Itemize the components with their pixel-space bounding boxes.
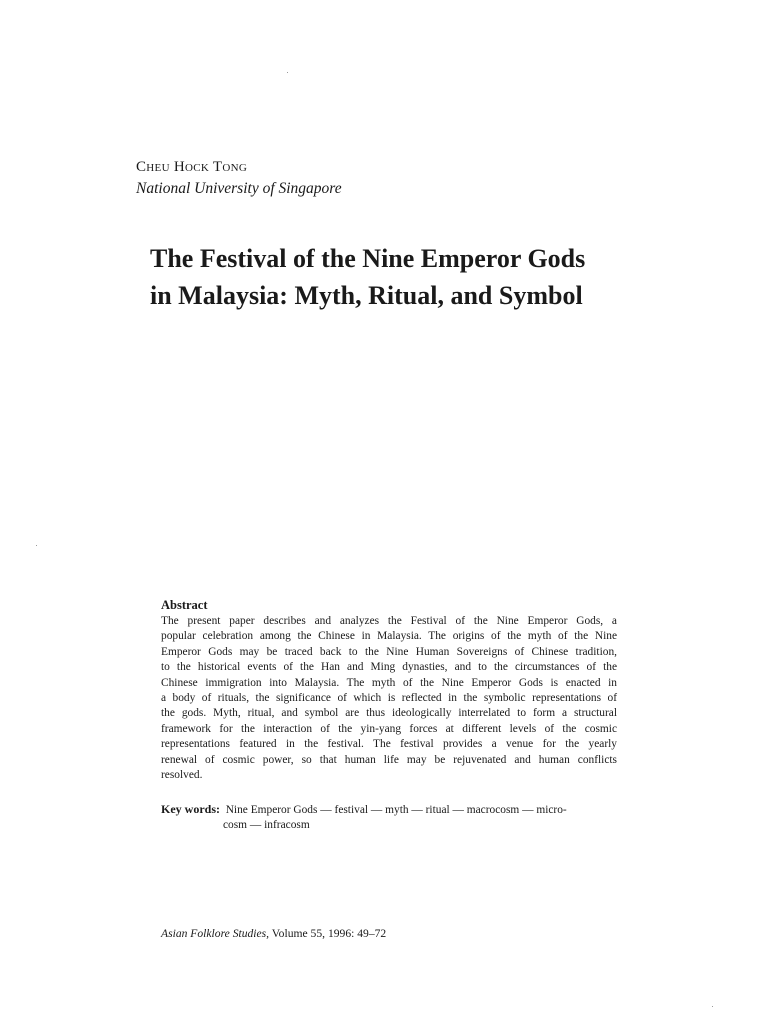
volume-info: Volume 55, 1996: 49–72 [271,927,387,940]
abstract-heading: Abstract [161,598,208,612]
abstract-line: popular celebration among the Chinese in Malaysia. The origins of the myth of the Nine [161,630,617,643]
title-line: in Malaysia: Myth, Ritual, and Symbol [150,281,583,310]
abstract-line: a body of rituals, the significance of which is reflected in the symbolic representations of [161,692,617,705]
keywords-label: Key words: [161,802,220,816]
abstract-line: Emperor Gods may be traced back to the Nine Human Sovereigns of Chinese tradition, [161,645,617,658]
abstract-line: framework for the interaction of the yin-yang forces at different levels of the cosmic [161,722,617,735]
scan-speck [287,72,288,73]
abstract-line: representations featured in the festival. The festival provides a venue for the yearly [161,738,617,751]
scan-speck [712,1006,713,1007]
journal-name: Asian Folklore Studies, [161,927,270,940]
abstract-line: Chinese immigration into Malaysia. The myth of the Nine Emperor Gods is enacted in [161,676,617,689]
scan-speck [36,545,37,546]
article-title [150,240,670,314]
keywords-list: Nine Emperor Gods — festival — myth — ritual — macrocosm — micro- [225,804,567,816]
author-name: Cheu Hock Tong [136,159,248,175]
keywords-row [161,802,621,818]
abstract-line: renewal of cosmic power, so that human life may be rejuvenated and human conflicts [161,753,617,766]
abstract-line: resolved. [161,769,203,782]
abstract-line: The present paper describes and analyzes the Festival of the Nine Emperor Gods, a [161,615,617,627]
author-affiliation: National University of Singapore [136,180,342,197]
abstract-line: to the historical events of the Han and Ming dynasties, and to the circumstances of the [161,661,617,674]
title-line: The Festival of the Nine Emperor Gods [150,244,586,273]
keywords-list-continued: cosm — infracosm [223,819,310,832]
abstract-line: the gods. Myth, ritual, and symbol are thus ideologically interrelated to form a structural [161,707,617,720]
keywords-block [161,802,621,834]
abstract-text [161,614,617,783]
citation [161,927,386,940]
